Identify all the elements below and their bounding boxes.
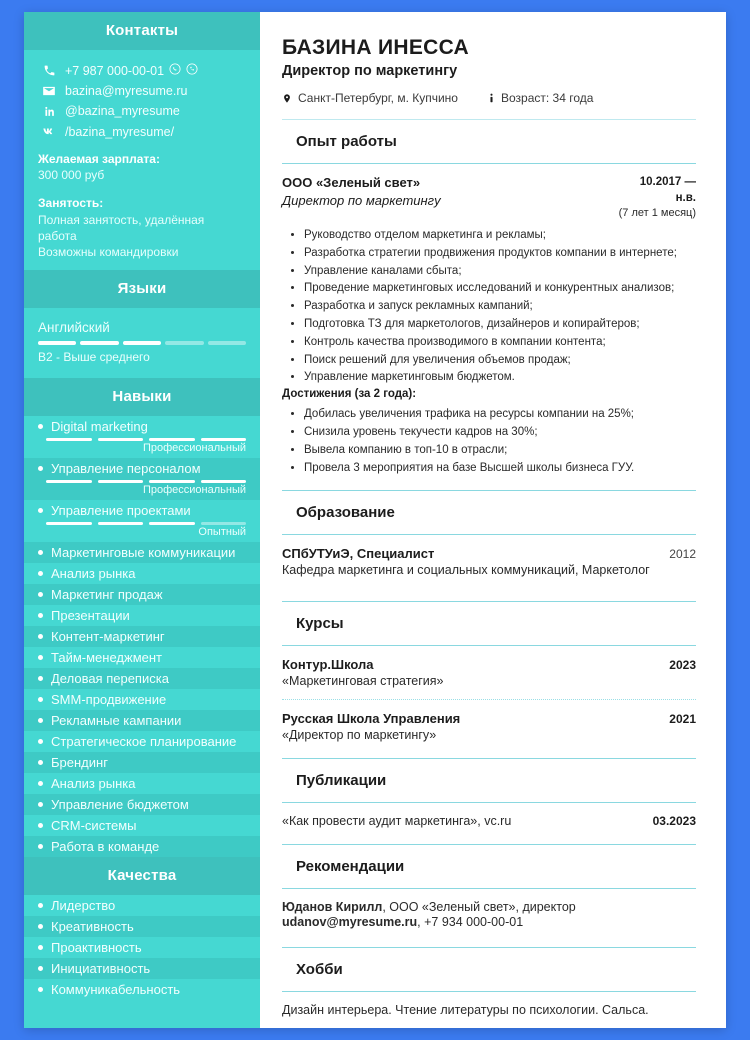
bullet-dot-icon [38,697,43,702]
experience-org: ООО «Зеленый свет» [282,175,421,190]
skill-item [24,584,260,605]
course-title: «Директор по маркетингу» [282,728,437,743]
skill-item [24,794,260,815]
contacts-heading: Контакты [24,12,260,50]
skill-rated-item [24,416,260,458]
quality-item [24,937,260,958]
experience-achievements [282,406,696,477]
experience-role: Директор по маркетингу [282,193,441,208]
duty-item: • Управление каналами сбыта; [304,263,696,281]
contacts-section [24,50,260,270]
skill-item [24,563,260,584]
duty-item: • Руководство отделом маркетинга и рекламы; [304,227,696,245]
divider [282,758,696,759]
publication-title: «Как провести аудит маркетинга», vc.ru [282,814,512,829]
education-entry [282,546,696,577]
experience-heading: Опыт работы [296,133,397,150]
bullet-dot-icon [38,676,43,681]
duty-item: • Подготовка ТЗ для маркетологов, дизайнеров и копирайтеров; [304,316,696,334]
language-segment [123,341,161,345]
course-entry [282,711,696,742]
divider [282,699,696,700]
contact-linkedin[interactable] [38,104,246,118]
achievement-item: • Вывела компанию в топ-10 в отрасли; [304,442,696,460]
bullet-dot-icon [38,966,43,971]
skill-item-label: Контент-маркетинг [51,629,165,645]
course-year: 2021 [669,712,696,727]
skill-segment [201,480,247,483]
skill-item [24,542,260,563]
employment-label: Занятость: [38,196,104,211]
hobbies-text: Дизайн интерьера. Чтение литературы по психологии. Сальса. [282,1003,649,1018]
skill-item [24,752,260,773]
divider [282,534,696,535]
age-item [488,91,593,105]
skill-title [38,503,246,518]
skill-item [24,689,260,710]
skill-segment [98,480,144,483]
bullet-dot-icon [38,592,43,597]
spacer [38,260,246,270]
skill-segment [98,522,144,525]
divider [282,490,696,491]
contact-phone[interactable] [38,63,246,78]
skill-item-label: Маркетинговые коммуникации [51,545,236,561]
skill-item-label: Маркетинг продаж [51,587,163,603]
experience-date-line2: н.в. [675,191,696,204]
duty-item: • Поиск решений для увеличения объемов продаж; [304,352,696,370]
whatsapp-icon[interactable] [169,63,181,78]
language-name: Английский [38,320,110,336]
experience-date [619,175,696,221]
skill-level-bar [46,438,246,441]
skill-level-bar [46,480,246,483]
experience-entry-left [282,175,441,208]
divider [282,163,696,164]
contact-phone-text: +7 987 000-00-01 [65,63,165,78]
bullet-dot-icon [38,613,43,618]
skill-item-label: Анализ рынка [51,776,136,792]
bullet-dot-icon [38,844,43,849]
bullet-dot-icon [38,424,43,429]
divider [282,802,696,803]
quality-item [24,916,260,937]
education-heading: Образование [296,504,395,522]
language-segment [80,341,118,345]
skill-name: Digital marketing [51,419,148,435]
duty-item: • Контроль качества производимого в компании контента; [304,334,696,352]
publication-date: 03.2023 [652,814,696,829]
quality-item-label: Инициативность [51,961,151,977]
skill-segment [46,480,92,483]
education-detail: Кафедра маркетинга и социальных коммуникаций, Маркетолог [282,563,650,578]
bullet-dot-icon [38,802,43,807]
languages-heading: Языки [24,270,260,308]
divider [282,601,696,602]
education-row [282,546,696,561]
skill-item-label: Презентации [51,608,130,624]
contact-list [38,50,246,139]
salary-value: 300 000 руб [38,168,105,183]
phone-icon [38,64,60,77]
skill-item-label: Управление бюджетом [51,797,189,813]
courses-heading: Курсы [296,615,344,633]
experience-duration: (7 лет 1 месяц) [618,207,696,220]
quality-item [24,958,260,979]
quality-item-label: Креативность [51,919,134,935]
skill-item [24,815,260,836]
experience-date-line1: 10.2017 — [639,176,696,188]
divider [282,119,696,120]
bullet-dot-icon [38,760,43,765]
hobbies-heading: Хобби [296,961,343,979]
bullet-dot-icon [38,945,43,950]
contact-vk-text: /bazina_myresume/ [65,124,175,139]
publication-row [282,814,696,828]
languages-list [24,308,260,378]
skill-item-label: Деловая переписка [51,671,169,687]
bullet-dot-icon [38,781,43,786]
bullet-dot-icon [38,466,43,471]
envelope-icon [38,84,60,98]
employment-value-2: Возможны командировки [38,244,179,259]
skill-item [24,710,260,731]
duty-item: • Проведение маркетинговых исследований и конкурентных анализов; [304,280,696,298]
job-title: Директор по маркетингу [282,63,458,79]
language-level-label: B2 - Выше среднего [38,350,150,365]
skill-item-label: Работа в команде [51,839,160,855]
bullet-dot-icon [38,903,43,908]
info-icon [488,92,501,105]
recommendation-person-line [282,900,696,914]
skill-item-label: CRM-системы [51,818,137,834]
skill-item [24,731,260,752]
course-entry [282,657,696,688]
skill-segment [46,438,92,441]
courses-list [282,657,696,742]
bullet-dot-icon [38,550,43,555]
skill-segment [149,522,195,525]
skill-title [38,419,246,434]
quality-item-label: Проактивность [51,940,142,956]
quality-item-label: Коммуникабельность [51,982,181,998]
skill-name: Управление проектами [51,503,191,519]
bullet-dot-icon [38,987,43,992]
skill-name: Управление персоналом [51,461,201,477]
skill-level-label: Опытный [198,526,246,539]
experience-entry [282,175,696,477]
bullet-dot-icon [38,823,43,828]
page-title: БАЗИНА ИНЕССА [282,36,470,59]
recommendation-email[interactable]: udanov@myresume.ru [282,915,418,930]
skill-segment [46,522,92,525]
divider [282,888,696,889]
quality-item [24,895,260,916]
salary-block [38,151,246,183]
resume-page [24,12,726,1028]
recommendation-contact-line [282,915,696,929]
recommendations-heading: Рекомендации [296,858,405,876]
contact-linkedin-text: @bazina_myresume [65,104,180,118]
duty-item: • Разработка стратегии продвижения продуктов компании в интернете; [304,245,696,263]
recommendation-position: , ООО «Зеленый свет», директор [382,900,576,915]
skill-rated-item [24,500,260,542]
skill-item [24,605,260,626]
skill-item-label: Стратегическое планирование [51,734,237,750]
skill-item [24,626,260,647]
skill-item-label: SMM-продвижение [51,692,167,708]
divider [282,844,696,845]
vk-icon [38,124,60,139]
duty-item: • Управление маркетинговым бюджетом. [304,369,696,387]
bullet-dot-icon [38,634,43,639]
contact-vk[interactable] [38,124,246,139]
achievement-item: • Добилась увеличения трафика на ресурсы компании на 25%; [304,406,696,424]
course-title: «Маркетинговая стратегия» [282,674,444,689]
divider [282,947,696,948]
employment-value-1: Полная занятость, удалённая работа [38,212,205,243]
plain-skills-list [24,542,260,857]
publications-heading: Публикации [296,772,387,790]
rated-skills-list [24,416,260,542]
experience-entry-head [282,175,696,221]
quality-item [24,979,260,1000]
skill-item [24,773,260,794]
skill-item-label: Брендинг [51,755,108,771]
bullet-dot-icon [38,655,43,660]
duty-item: • Разработка и запуск рекламных кампаний; [304,298,696,316]
skill-level-label: Профессиональный [142,442,246,455]
divider [282,645,696,646]
bullet-dot-icon [38,924,43,929]
course-provider: Контур.Школа [282,657,374,673]
bullet-dot-icon [38,571,43,576]
recommendation-phone: , +7 934 000-00-01 [417,915,524,930]
skill-level-bar [46,522,246,525]
course-row [282,657,696,672]
employment-block [38,195,246,260]
sidebar [24,12,260,1028]
achievements-title: Достижения (за 2 года): [282,388,417,401]
linkedin-icon [38,105,60,118]
language-segment [165,341,203,345]
education-year: 2012 [669,547,696,562]
meta-row [282,91,696,105]
salary-label: Желаемая зарплата: [38,152,160,166]
quality-item-label: Лидерство [51,898,116,914]
skill-item [24,836,260,857]
skill-item-label: Анализ рынка [51,566,136,582]
language-item [38,320,246,364]
main-column [260,12,726,1028]
skills-heading: Навыки [24,378,260,416]
language-segment [38,341,76,345]
course-year: 2023 [669,658,696,673]
location-item [282,91,458,105]
contact-email-text: bazina@myresume.ru [65,84,188,98]
contact-email[interactable] [38,84,246,98]
bullet-dot-icon [38,739,43,744]
skill-segment [149,438,195,441]
skill-segment [201,438,247,441]
education-institution: СПбУТУиЭ, Специалист [282,546,435,562]
bullet-dot-icon [38,718,43,723]
course-provider: Русская Школа Управления [282,711,461,727]
location-text: Санкт-Петербург, м. Купчино [298,91,458,105]
language-segment [208,341,246,345]
skill-segment [149,480,195,483]
age-text: Возраст: 34 года [500,91,594,105]
experience-duties [282,227,696,387]
course-row [282,711,696,726]
bullet-dot-icon [38,508,43,513]
skill-segment [201,522,247,525]
qualities-heading: Качества [24,857,260,895]
skill-rated-item [24,458,260,500]
skill-title [38,461,246,476]
language-level-bar [38,341,246,345]
achievement-item: • Провела 3 мероприятия на базе Высшей школы бизнеса ГУУ. [304,460,696,478]
skill-level-label: Профессиональный [142,484,246,497]
achievement-item: • Снизила уровень текучести кадров на 30%; [304,424,696,442]
skill-segment [98,438,144,441]
skill-item [24,647,260,668]
skill-item-label: Рекламные кампании [51,713,182,729]
skill-item-label: Тайм-менеджмент [51,650,162,666]
skill-item [24,668,260,689]
telegram-call-icon[interactable] [186,63,198,78]
map-pin-icon [282,92,298,105]
recommendation-person: Юданов Кирилл [282,900,383,915]
divider [282,991,696,992]
qualities-list [24,895,260,1000]
